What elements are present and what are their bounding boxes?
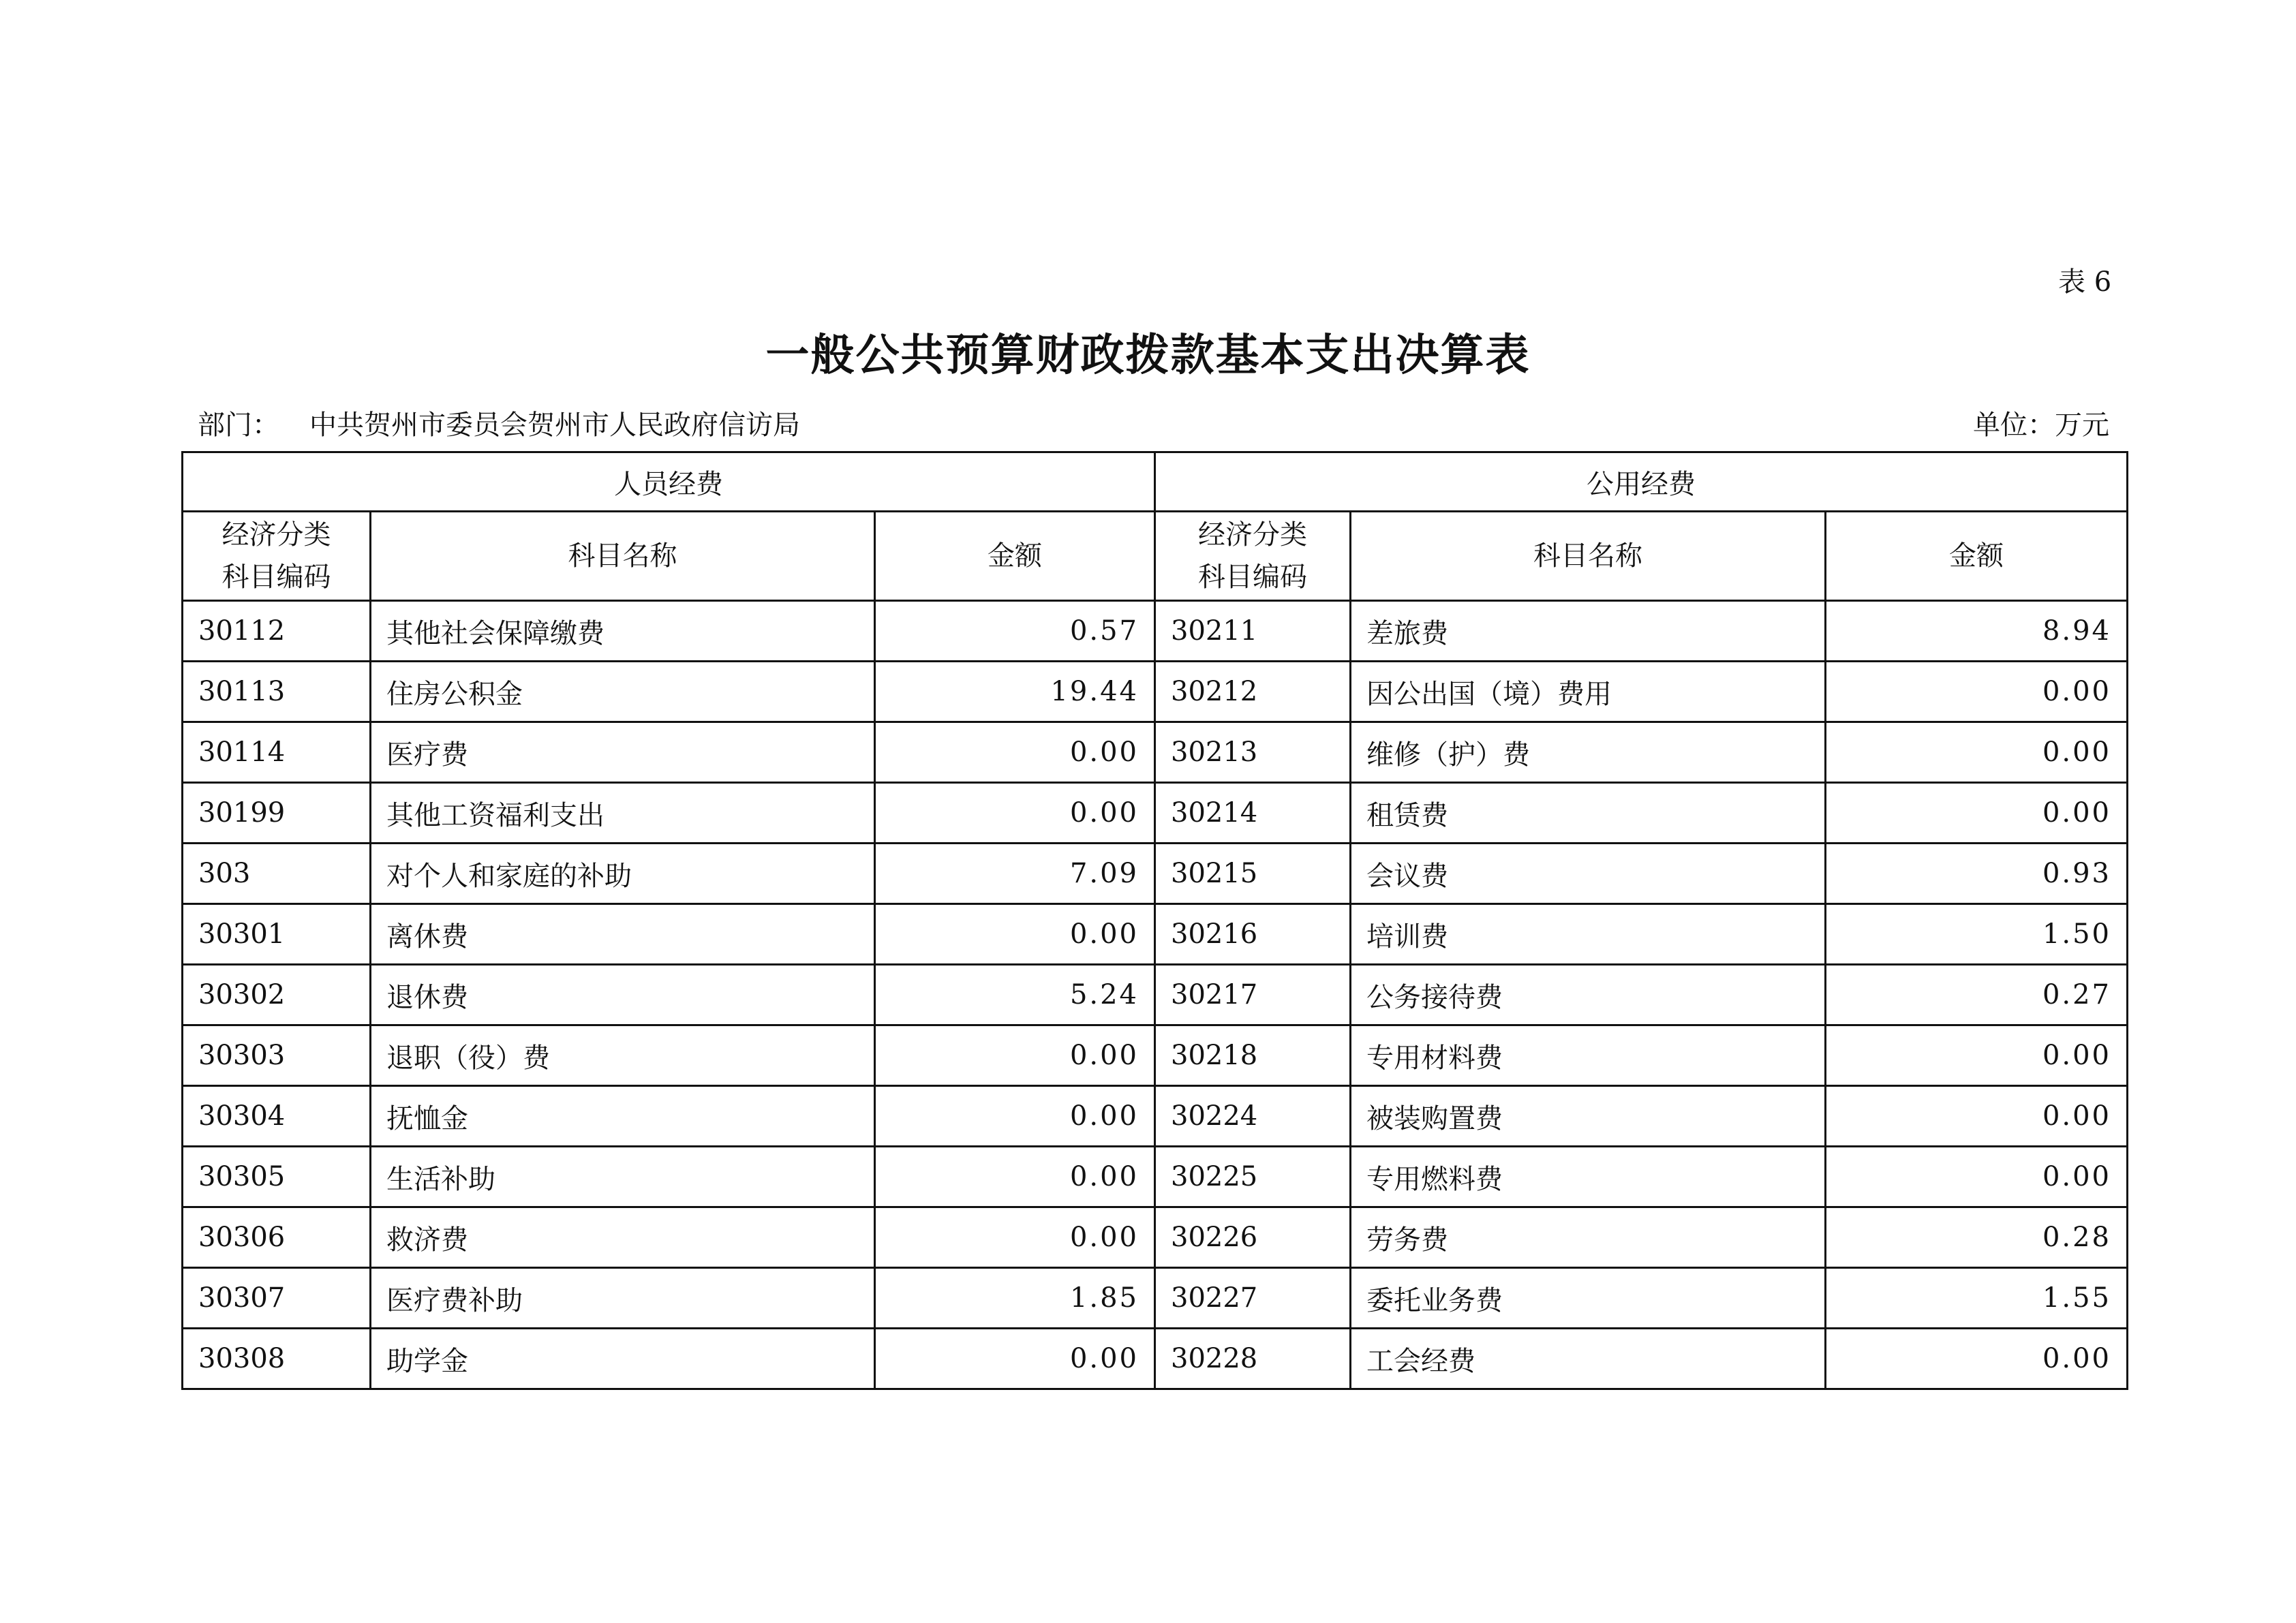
public-amount-cell: 0.00 — [1826, 783, 2128, 844]
department-label: 部门： — [198, 409, 279, 441]
public-amount-cell: 0.00 — [1826, 722, 2128, 783]
personnel-amount-header: 金额 — [875, 512, 1155, 601]
table-number: 表 6 — [2058, 266, 2112, 298]
personnel-amount-cell: 0.00 — [875, 904, 1155, 965]
unit-label: 单位：万元 — [1973, 409, 2109, 441]
public-name-header: 科目名称 — [1351, 512, 1826, 601]
personnel-code-cell: 30305 — [183, 1147, 371, 1207]
public-name-cell: 差旅费 — [1351, 601, 1826, 662]
header-column-row — [183, 512, 2128, 601]
public-amount-cell: 0.00 — [1826, 1025, 2128, 1086]
personnel-code-cell: 303 — [183, 844, 371, 904]
personnel-amount-cell: 0.00 — [875, 1329, 1155, 1389]
personnel-name-cell: 离休费 — [371, 904, 875, 965]
public-code-cell: 30211 — [1155, 601, 1351, 662]
personnel-amount-cell: 0.57 — [875, 601, 1155, 662]
public-code-header — [1155, 512, 1351, 601]
public-header: 公用经费 — [1155, 452, 2128, 512]
header-group-row — [183, 452, 2128, 512]
personnel-code-cell: 30308 — [183, 1329, 371, 1389]
public-code-cell: 30228 — [1155, 1329, 1351, 1389]
personnel-amount-cell: 5.24 — [875, 965, 1155, 1025]
department-line — [198, 403, 800, 442]
public-name-cell: 工会经费 — [1351, 1329, 1826, 1389]
personnel-header: 人员经费 — [183, 452, 1155, 512]
table-row — [183, 1268, 2128, 1329]
public-name-cell: 租赁费 — [1351, 783, 1826, 844]
personnel-name-cell: 住房公积金 — [371, 662, 875, 722]
personnel-name-cell: 助学金 — [371, 1329, 875, 1389]
personnel-name-cell: 救济费 — [371, 1207, 875, 1268]
personnel-amount-cell: 0.00 — [875, 1207, 1155, 1268]
public-name-cell: 因公出国（境）费用 — [1351, 662, 1826, 722]
public-name-cell: 专用材料费 — [1351, 1025, 1826, 1086]
public-code-cell: 30215 — [1155, 844, 1351, 904]
page-title: 一般公共预算财政拨款基本支出决算表 — [765, 330, 1531, 381]
public-code-cell: 30213 — [1155, 722, 1351, 783]
personnel-name-cell: 退休费 — [371, 965, 875, 1025]
personnel-amount-cell: 7.09 — [875, 844, 1155, 904]
table-row — [183, 783, 2128, 844]
personnel-name-cell: 抚恤金 — [371, 1086, 875, 1147]
public-name-cell: 培训费 — [1351, 904, 1826, 965]
personnel-amount-cell: 1.85 — [875, 1268, 1155, 1329]
public-code-cell: 30226 — [1155, 1207, 1351, 1268]
public-name-cell: 被装购置费 — [1351, 1086, 1826, 1147]
table-row — [183, 601, 2128, 662]
public-amount-cell: 0.00 — [1826, 662, 2128, 722]
public-amount-cell: 0.00 — [1826, 1329, 2128, 1389]
personnel-amount-cell: 0.00 — [875, 1086, 1155, 1147]
table-row — [183, 722, 2128, 783]
personnel-name-cell: 其他社会保障缴费 — [371, 601, 875, 662]
department-name: 中共贺州市委员会贺州市人民政府信访局 — [309, 409, 800, 441]
code-header-line1: 经济分类 — [1198, 519, 1307, 551]
budget-table — [181, 451, 2128, 1390]
personnel-name-header: 科目名称 — [371, 512, 875, 601]
personnel-code-cell: 30303 — [183, 1025, 371, 1086]
table-row — [183, 1147, 2128, 1207]
table-row — [183, 1207, 2128, 1268]
public-code-cell: 30225 — [1155, 1147, 1351, 1207]
personnel-amount-cell: 0.00 — [875, 783, 1155, 844]
personnel-name-cell: 其他工资福利支出 — [371, 783, 875, 844]
public-name-cell: 维修（护）费 — [1351, 722, 1826, 783]
table-row — [183, 662, 2128, 722]
code-header-line2: 科目编码 — [221, 561, 331, 593]
public-amount-cell: 0.27 — [1826, 965, 2128, 1025]
public-amount-cell: 0.93 — [1826, 844, 2128, 904]
public-amount-header: 金额 — [1826, 512, 2128, 601]
public-code-cell: 30218 — [1155, 1025, 1351, 1086]
personnel-amount-cell: 0.00 — [875, 1147, 1155, 1207]
code-header-line2: 科目编码 — [1198, 561, 1307, 593]
code-header-line1: 经济分类 — [221, 519, 331, 551]
table-row — [183, 904, 2128, 965]
personnel-code-cell: 30307 — [183, 1268, 371, 1329]
public-code-cell: 30224 — [1155, 1086, 1351, 1147]
personnel-code-cell: 30304 — [183, 1086, 371, 1147]
public-name-cell: 劳务费 — [1351, 1207, 1826, 1268]
personnel-code-cell: 30199 — [183, 783, 371, 844]
personnel-code-cell: 30114 — [183, 722, 371, 783]
personnel-amount-cell: 19.44 — [875, 662, 1155, 722]
public-amount-cell: 8.94 — [1826, 601, 2128, 662]
public-code-cell: 30227 — [1155, 1268, 1351, 1329]
table-row — [183, 1025, 2128, 1086]
personnel-code-cell: 30301 — [183, 904, 371, 965]
personnel-code-cell: 30306 — [183, 1207, 371, 1268]
table-row — [183, 1086, 2128, 1147]
personnel-code-cell: 30112 — [183, 601, 371, 662]
public-name-cell: 委托业务费 — [1351, 1268, 1826, 1329]
personnel-amount-cell: 0.00 — [875, 722, 1155, 783]
personnel-name-cell: 退职（役）费 — [371, 1025, 875, 1086]
public-amount-cell: 1.50 — [1826, 904, 2128, 965]
public-code-cell: 30217 — [1155, 965, 1351, 1025]
personnel-code-header — [183, 512, 371, 601]
table-row — [183, 844, 2128, 904]
public-amount-cell: 0.28 — [1826, 1207, 2128, 1268]
public-code-cell: 30216 — [1155, 904, 1351, 965]
personnel-name-cell: 对个人和家庭的补助 — [371, 844, 875, 904]
public-code-cell: 30214 — [1155, 783, 1351, 844]
table-row — [183, 1329, 2128, 1389]
public-amount-cell: 0.00 — [1826, 1147, 2128, 1207]
personnel-name-cell: 生活补助 — [371, 1147, 875, 1207]
personnel-code-cell: 30113 — [183, 662, 371, 722]
personnel-name-cell: 医疗费 — [371, 722, 875, 783]
public-amount-cell: 1.55 — [1826, 1268, 2128, 1329]
public-name-cell: 专用燃料费 — [1351, 1147, 1826, 1207]
public-name-cell: 公务接待费 — [1351, 965, 1826, 1025]
personnel-amount-cell: 0.00 — [875, 1025, 1155, 1086]
personnel-name-cell: 医疗费补助 — [371, 1268, 875, 1329]
table-row — [183, 965, 2128, 1025]
personnel-code-cell: 30302 — [183, 965, 371, 1025]
public-name-cell: 会议费 — [1351, 844, 1826, 904]
public-code-cell: 30212 — [1155, 662, 1351, 722]
public-amount-cell: 0.00 — [1826, 1086, 2128, 1147]
